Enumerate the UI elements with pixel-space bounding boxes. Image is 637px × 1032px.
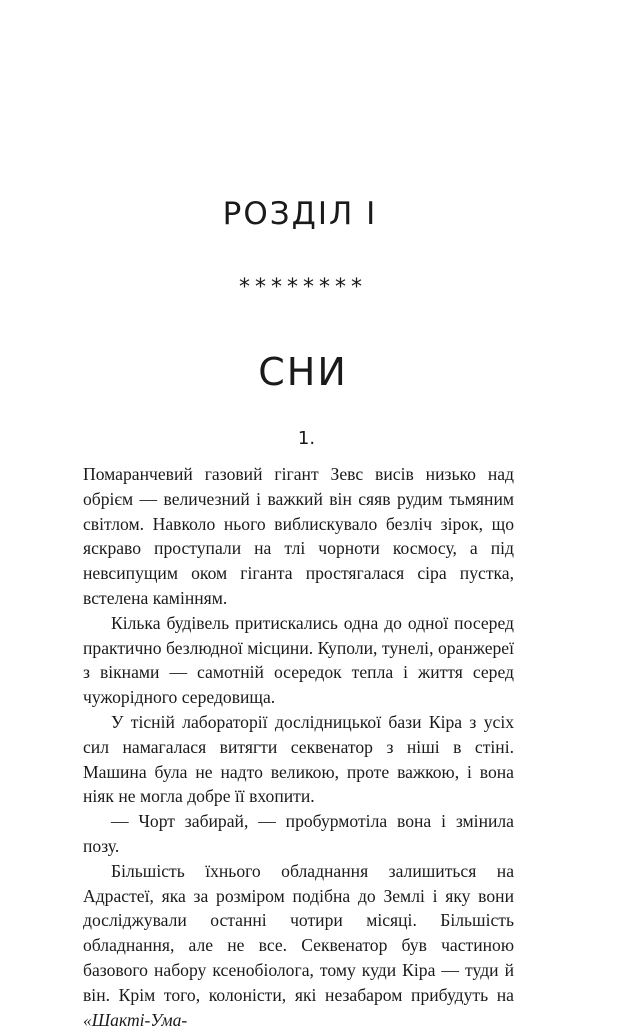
paragraph-4: — Чорт забирай, — пробурмотіла вона і змінила позу. [83, 811, 514, 856]
chapter-title: СНИ [258, 350, 348, 394]
paragraph-5-text: Більшість їхнього обладнання залишиться на Адрастеї, яка за розміром подібна до Землі і яку вони досліджували останні чотири місяці. Більшість обладнання, але не все. Секвенатор був частиною базового набору ксенобіолога, тому куди Кіра — туди й він. Крім того, колоністи, які незабаром прибудуть на [83, 860, 514, 1005]
paragraph-5-italic: «Шакті-Ума- [83, 1009, 188, 1030]
paragraph-3: У тісній лабораторії дослідницької бази Кіра з усіх сил намагалася витягти секвенатор з ніші в стіні. Машина була не надто великою, проте важкою, і вона ніяк не могла добре її вхопити. [83, 711, 514, 807]
paragraph-5 [83, 859, 514, 1032]
part-title: РОЗДІЛ І [222, 196, 378, 232]
section-number: 1. [297, 428, 316, 449]
paragraph-1: Помаранчевий газовий гігант Зевс висів низько над обрієм — величезний і важкий він сяяв рудим тьмяним світлом. Навколо нього виблискувало безліч зірок, що яскраво проступали на тлі чорноти космосу, а під невсипущим оком гіганта простягалася сіра пустка, встелена камінням. [83, 464, 514, 608]
separator-stars: ******** [239, 275, 367, 300]
paragraph-2: Кілька будівель притискались одна до одної посеред практично безлюдної місцини. Куполи, тунелі, оранжереї з вікнами — самотній осередок тепла і життя серед чужорідного середовища. [83, 612, 514, 708]
body-text [83, 462, 514, 1032]
